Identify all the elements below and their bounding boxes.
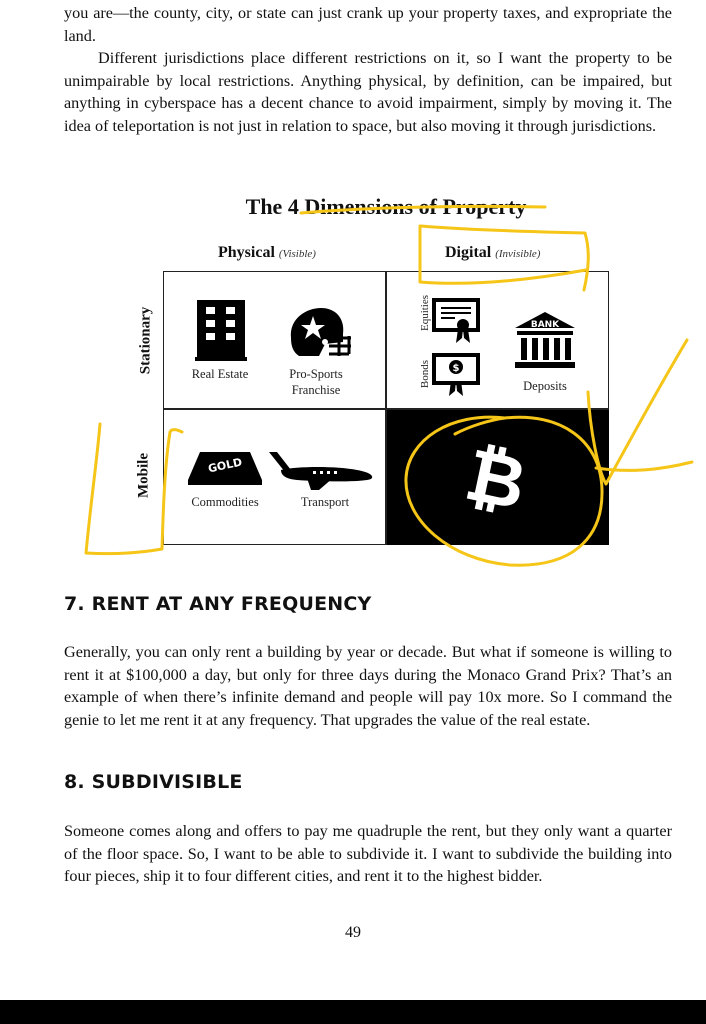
paragraph-2: Different jurisdictions place different restrictions on it, so I want the property to be unimpairable by local restrictions. Anything physical, by definition, can be impaired, but anything in cyberspace has a decent chance to avoid impairment, simply by moving it. The idea of teleportation is not just in relation to space, but also moving it through jurisdictions.	[64, 49, 672, 135]
column-physical-label: Physical	[218, 244, 275, 261]
arrow-stroke-annotation	[596, 462, 692, 470]
pro-sports-line-2: Franchise	[291, 383, 341, 397]
page-number: 49	[345, 924, 361, 941]
deposits-label: Deposits	[523, 379, 567, 393]
section-7-heading: 7. RENT AT ANY FREQUENCY	[64, 593, 372, 615]
pro-sports-label	[268, 366, 364, 398]
column-digital-label: Digital	[445, 244, 492, 261]
row-header-stationary: Stationary	[137, 306, 154, 375]
column-physical-sublabel: (Visible)	[278, 248, 316, 260]
section-8-paragraph: Someone comes along and offers to pay me quadruple the rent, but they only want a quarter of the floor space. So, I want to be able to subdivide it. I want to subdivide the building into four pieces, ship it to four different cities, and rent it to the highest bidder.	[64, 822, 672, 885]
equities-label: Equities	[419, 294, 431, 332]
bank-icon	[513, 310, 577, 372]
building-icon	[195, 298, 247, 362]
bank-icon-label: BANK	[530, 320, 560, 330]
private-jet-icon	[267, 448, 377, 492]
column-digital-sublabel: (Invisible)	[495, 248, 541, 260]
gold-bar-label: GOLD	[206, 455, 244, 476]
svg-text:$: $	[452, 363, 460, 374]
bond-certificate-icon	[431, 352, 481, 398]
transport-label: Transport	[300, 495, 350, 509]
stock-certificate-icon	[431, 297, 481, 345]
gold-bar-icon	[186, 448, 264, 488]
commodities-label: Commodities	[191, 495, 259, 509]
pro-sports-line-1: Pro-Sports	[289, 367, 343, 381]
bitcoin-icon: ₿	[458, 431, 534, 527]
row-header-mobile: Mobile	[135, 453, 152, 498]
bottom-bar	[0, 1000, 706, 1024]
column-header-physical	[218, 244, 316, 262]
football-helmet-icon	[285, 306, 353, 362]
column-header-digital	[445, 244, 540, 262]
bonds-label: Bonds	[419, 359, 431, 389]
section-7-paragraph: Generally, you can only rent a building by year or decade. But what if someone is willing to rent it at $100,000 a day, but only for three days during the Monaco Grand Prix? That’s an example of when there’s infinite demand and people will pay 10x more. So I command the genie to let me rent it at any frequency. That upgrades the value of the real estate.	[64, 643, 672, 729]
section-8-heading: 8. SUBDIVISIBLE	[64, 771, 243, 793]
paragraph-1: you are—the county, city, or state can just crank up your property taxes, and expropriate the land.	[64, 4, 672, 45]
real-estate-label: Real Estate	[191, 367, 249, 381]
figure-title: The 4 Dimensions of Property	[245, 194, 527, 219]
grid-divider-horizontal	[163, 408, 609, 410]
